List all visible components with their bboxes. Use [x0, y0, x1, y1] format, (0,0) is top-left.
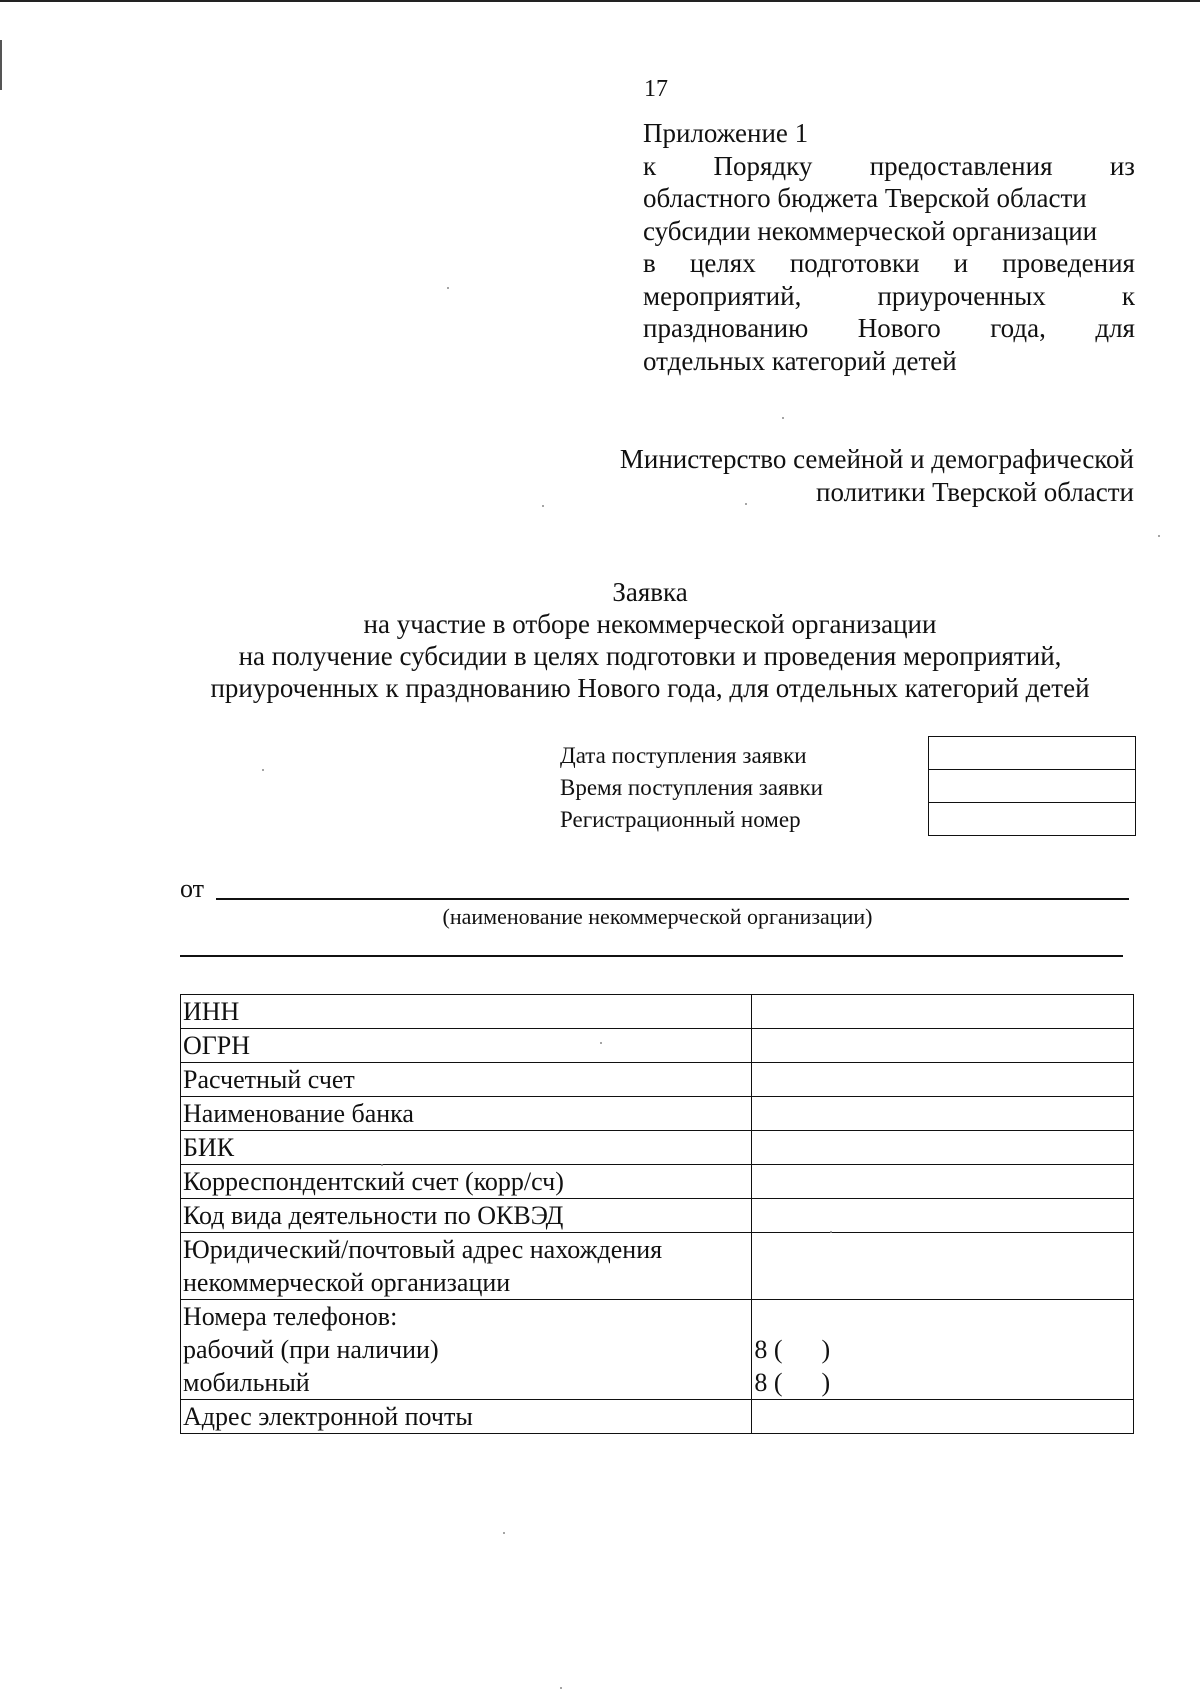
row-label: ИНН: [181, 995, 752, 1029]
bank-name-value-cell[interactable]: [752, 1097, 1134, 1131]
phones-label-cell: [181, 1300, 752, 1400]
time-received-label: Время поступления заявки: [560, 775, 823, 800]
word: приуроченных: [877, 280, 1046, 311]
word: празднованию: [643, 313, 809, 343]
appendix-line: [643, 150, 1135, 183]
word: целях: [689, 248, 756, 278]
address-label-line-2: некоммерческой организации: [183, 1268, 511, 1297]
word: предоставления: [869, 150, 1053, 181]
appendix-reference: [643, 117, 1135, 377]
scan-speck: [830, 1231, 832, 1233]
addressee-block: [620, 443, 1134, 509]
organization-name-caption: (наименование некоммерческой организации): [442, 904, 873, 929]
account-value-cell[interactable]: [752, 1063, 1134, 1097]
scan-speck: [600, 1042, 602, 1044]
row-label: Наименование банка: [181, 1097, 752, 1131]
email-value-cell[interactable]: [752, 1400, 1134, 1434]
table-row: [181, 1233, 1134, 1300]
title-line-3: приуроченных к празднованию Нового года, для отдельных категорий детей: [210, 673, 1090, 703]
phones-value-cell: [752, 1300, 1134, 1400]
appendix-line: [643, 280, 1135, 313]
appendix-line: отдельных категорий детей: [643, 345, 957, 376]
bik-value-cell[interactable]: [752, 1131, 1134, 1165]
row-label: Расчетный счет: [181, 1063, 752, 1097]
word: мероприятий,: [643, 280, 802, 311]
addressee-line-1: Министерство семейной и демографической: [619, 444, 1134, 474]
appendix-line: областного бюджета Тверской области: [643, 183, 1087, 213]
organization-name-line[interactable]: [216, 898, 1129, 900]
appendix-line: [643, 312, 1135, 345]
word: Порядку: [713, 150, 813, 181]
table-row: [181, 1097, 1134, 1131]
phones-heading: Номера телефонов:: [183, 1302, 398, 1331]
word: года,: [990, 313, 1046, 343]
scan-top-edge: [0, 0, 1200, 2]
phone-mobile-value[interactable]: 8 ( ): [754, 1368, 831, 1397]
title-line-2: на получение субсидии в целях подготовки и проведения мероприятий,: [238, 641, 1062, 671]
row-label: БИК: [181, 1131, 752, 1165]
address-label-cell: [181, 1233, 752, 1300]
table-row: [181, 1131, 1134, 1165]
title-line-1: на участие в отборе некоммерческой организации: [363, 609, 937, 639]
time-received-field[interactable]: [929, 770, 1135, 803]
scan-speck: [782, 417, 784, 419]
phone-work-label: рабочий (при наличии): [183, 1335, 439, 1364]
table-row: [181, 1199, 1134, 1233]
table-row: [181, 1165, 1134, 1199]
phones-spacer: [754, 1300, 1131, 1333]
scan-speck: [560, 1687, 562, 1689]
registration-labels: [560, 740, 823, 836]
phone-mobile-label: мобильный: [183, 1368, 310, 1397]
okved-value-cell[interactable]: [752, 1199, 1134, 1233]
from-label: от: [180, 874, 205, 903]
document-title: [150, 576, 1150, 704]
table-row: [181, 1300, 1134, 1400]
scan-speck: [1158, 535, 1160, 537]
row-label: ОГРН: [181, 1029, 752, 1063]
address-value-cell[interactable]: [752, 1233, 1134, 1300]
appendix-line: субсидии некоммерческой организации: [643, 215, 1098, 246]
date-received-field[interactable]: [929, 737, 1135, 770]
scan-speck: [745, 503, 747, 505]
word: подготовки: [789, 248, 920, 278]
appendix-line: [643, 247, 1135, 280]
inn-value-cell[interactable]: [752, 995, 1134, 1029]
scan-left-edge-mark: [0, 40, 2, 90]
scan-speck: [447, 287, 449, 289]
word: к: [643, 150, 657, 181]
word: проведения: [1002, 248, 1135, 278]
organization-name-line-2[interactable]: [180, 955, 1123, 957]
corr-account-value-cell[interactable]: [752, 1165, 1134, 1199]
appendix-title: Приложение 1: [643, 118, 809, 148]
scan-speck: [381, 1164, 383, 1166]
scan-speck: [503, 1532, 505, 1534]
word: к: [1121, 280, 1135, 311]
table-row: [181, 1029, 1134, 1063]
table-row: [181, 995, 1134, 1029]
organization-details-table: [180, 994, 1134, 1434]
row-label: Код вида деятельности по ОКВЭД: [181, 1199, 752, 1233]
registration-number-field[interactable]: [929, 803, 1135, 835]
date-received-label: Дата поступления заявки: [560, 743, 807, 768]
phone-work-value[interactable]: 8 ( ): [754, 1335, 831, 1364]
address-label-line-1: Юридический/почтовый адрес нахождения: [183, 1235, 663, 1264]
row-label: Адрес электронной почты: [181, 1400, 752, 1434]
addressee-line-2: политики Тверской области: [816, 477, 1134, 507]
table-row: [181, 1400, 1134, 1434]
page-number: 17: [644, 76, 668, 102]
scan-speck: [262, 769, 264, 771]
scan-speck: [542, 505, 544, 507]
row-label: Корреспондентский счет (корр/сч): [181, 1165, 752, 1199]
table-row: [181, 1063, 1134, 1097]
word: и: [953, 248, 969, 278]
registration-boxes: [928, 736, 1136, 836]
word: из: [1109, 150, 1135, 181]
word: для: [1095, 313, 1135, 343]
registration-number-label: Регистрационный номер: [560, 807, 801, 832]
ogrn-value-cell[interactable]: [752, 1029, 1134, 1063]
word: Нового: [857, 313, 941, 343]
word: в: [643, 248, 656, 278]
title-heading: Заявка: [612, 577, 688, 607]
